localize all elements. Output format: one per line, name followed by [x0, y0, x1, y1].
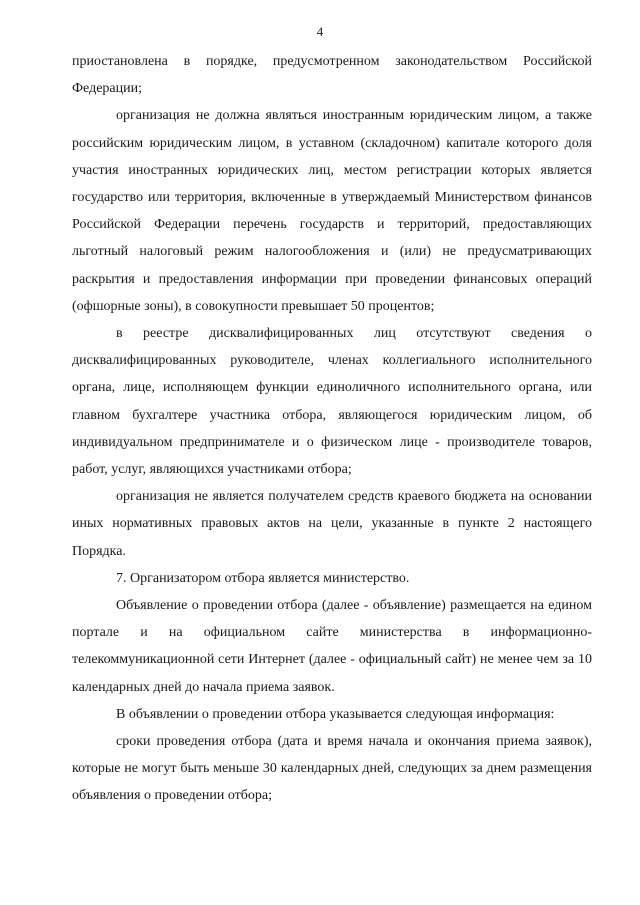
page-number: 4	[316, 24, 324, 39]
document-body	[72, 48, 592, 810]
paragraph-item-7-organizer: 7. Организатором отбора является министерство.	[116, 570, 410, 586]
paragraph-announcement: Объявление о проведении отбора (далее - объявление) размещается на едином портале и на официальном сайте министерства в информационно-телекоммуникационной сети Интернет (далее - официальный сайт) не менее чем за 10 календарных дней до начала приема заявок.	[72, 598, 592, 695]
paragraph-federation-law: приостановлена в порядке, предусмотренном законодательством Российской Федерации;	[72, 54, 592, 97]
paragraph-announcement-info: В объявлении о проведении отбора указывается следующая информация:	[116, 706, 555, 722]
paragraph-disqualified-registry: в реестре дисквалифицированных лиц отсутствуют сведения о дисквалифицированных руководителе, членах коллегиального исполнительного органа, лице, исполняющем функции единоличного исполнительного органа, или главном бухгалтере участника отбора, являющегося юридическим лицом, об индивидуальном предпринимателе и о физическом лице - производителе товаров, работ, услуг, являющихся участниками отбора;	[72, 326, 592, 478]
paragraph-foreign-entity: организация не должна являться иностранным юридическим лицом, а также российским юридическим лицом, в уставном (складочном) капитале которого доля участия иностранных юридических лиц, местом регистрации которых является государство или территория, включенные в утверждаемый Министерством финансов Российской Федерации перечень государств и территорий, предоставляющих льготный налоговый режим налогообложения и (или) не предусматривающих раскрытия и предоставления информации при проведении финансовых операций (офшорные зоны), в совокупности превышает 50 процентов;	[72, 108, 592, 314]
paragraph-selection-terms: сроки проведения отбора (дата и время начала и окончания приема заявок), которые не могут быть меньше 30 календарных дней, следующих за днем размещения объявления о проведении отбора;	[72, 734, 592, 804]
paragraph-budget-recipient: организация не является получателем средств краевого бюджета на основании иных нормативных правовых актов на цели, указанные в пункте 2 настоящего Порядка.	[72, 489, 592, 559]
